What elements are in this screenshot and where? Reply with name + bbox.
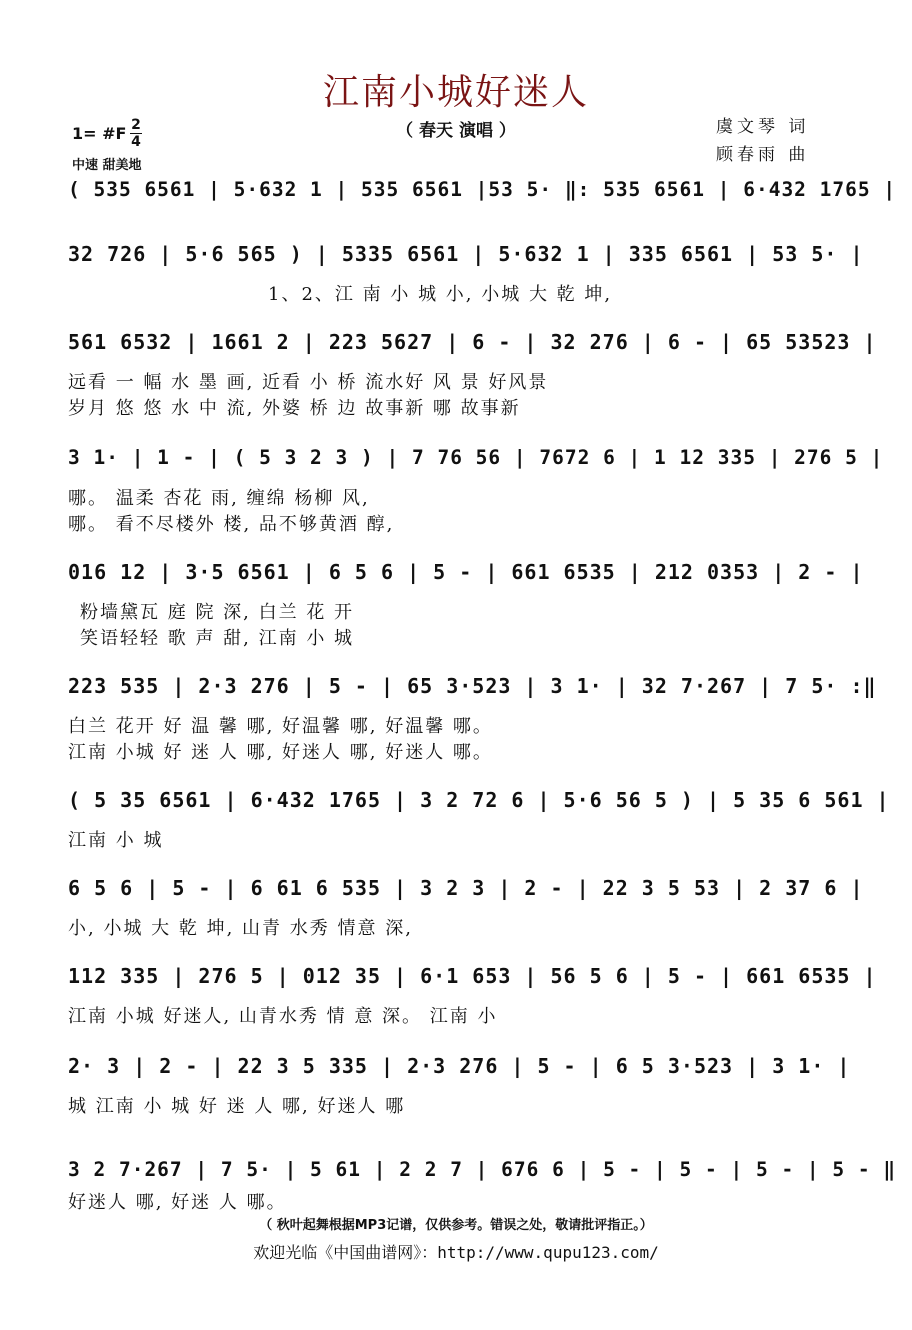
key-signature: 1= #F	[72, 124, 127, 143]
lyric-line-7-1: 江南 小 城	[68, 830, 164, 851]
notation-line-5: 016 12 | 3·5 6561 | 6 5 6 | 5 - | 661 6535 | 212 0353 | 2 - |	[68, 560, 864, 584]
lyric-line-5-2: 笑语轻轻 歌 声 甜, 江南 小 城	[80, 628, 355, 649]
lyric-line-6-1: 白兰 花开 好 温 馨 哪, 好温馨 哪, 好温馨 哪。	[68, 716, 493, 737]
lyric-line-5-1: 粉墙黛瓦 庭 院 深, 白兰 花 开	[80, 602, 355, 623]
lyric-line-2-1: 1、2、江 南 小 城 小, 小城 大 乾 坤,	[268, 284, 613, 305]
notation-line-3: 561 6532 | 1661 2 | 223 5627 | 6 - | 32 276 | 6 - | 65 53523 |	[68, 330, 877, 354]
notation-line-8: 6 5 6 | 5 - | 6 61 6 535 | 3 2 3 | 2 - | 22 3 5 53 | 2 37 6 |	[68, 876, 864, 900]
notation-line-7: ( 5 35 6561 | 6·432 1765 | 3 2 72 6 | 5·6 56 5 ) | 5 35 6 561 |	[68, 788, 890, 812]
time-signature-top: 2	[131, 117, 141, 133]
singer-credit: （ 春天 演唱 ）	[396, 121, 516, 141]
notation-line-4: 3 1· | 1 - | ( 5 3 2 3 ) | 7 76 56 | 7672 6 | 1 12 335 | 276 5 |	[68, 446, 884, 469]
notation-line-6: 223 535 | 2·3 276 | 5 - | 65 3·523 | 3 1· | 32 7·267 | 7 5· :‖	[68, 674, 877, 698]
lyric-line-3-2: 岁月 悠 悠 水 中 流, 外婆 桥 边 故事新 哪 故事新	[68, 398, 521, 419]
lyric-line-8-1: 小, 小城 大 乾 坤, 山青 水秀 情意 深,	[68, 918, 413, 939]
notation-line-2: 32 726 | 5·6 565 ) | 5335 6561 | 5·632 1 | 335 6561 | 53 5· |	[68, 242, 864, 266]
website-credit: 欢迎光临《中国曲谱网》：http://www.qupu123.com/	[253, 1243, 659, 1262]
lyric-line-10-1: 城 江南 小 城 好 迷 人 哪, 好迷人 哪	[68, 1096, 406, 1117]
notation-line-10: 2· 3 | 2 - | 22 3 5 335 | 2·3 276 | 5 - | 6 5 3·523 | 3 1· |	[68, 1054, 851, 1078]
transcription-note: （ 秋叶起舞根据MP3记谱，仅供参考。错误之处，敬请批评指正。）	[259, 1218, 653, 1233]
notation-line-1: ( 535 6561 | 5·632 1 | 535 6561 |53 5· ‖: 535 6561 | 6·432 1765 |	[68, 178, 897, 201]
page-title: 江南小城好迷人	[322, 72, 589, 113]
tempo-marking: 中速 甜美地	[72, 158, 142, 173]
lyricist-credit: 虞文琴 词	[716, 117, 810, 137]
lyric-line-4-1: 哪。 温柔 杏花 雨, 缠绵 杨柳 风,	[68, 488, 370, 509]
time-signature	[130, 118, 142, 149]
time-signature-bottom: 4	[131, 134, 141, 150]
notation-line-9: 112 335 | 276 5 | 012 35 | 6·1 653 | 56 5 6 | 5 - | 661 6535 |	[68, 964, 877, 988]
notation-line-11: 3 2 7·267 | 7 5· | 5 61 | 2 2 7 | 676 6 | 5 - | 5 - | 5 - | 5 - ‖	[68, 1158, 897, 1181]
lyric-line-4-2: 哪。 看不尽楼外 楼, 品不够黄酒 醇,	[68, 514, 395, 535]
lyric-line-9-1: 江南 小城 好迷人, 山青水秀 情 意 深。 江南 小	[68, 1006, 498, 1027]
lyric-line-3-1: 远看 一 幅 水 墨 画, 近看 小 桥 流水好 风 景 好风景	[68, 372, 549, 393]
lyric-line-11-1: 好迷人 哪, 好迷 人 哪。	[68, 1192, 287, 1213]
lyric-line-6-2: 江南 小城 好 迷 人 哪, 好迷人 哪, 好迷人 哪。	[68, 742, 493, 763]
composer-credit: 顾春雨 曲	[716, 145, 810, 165]
